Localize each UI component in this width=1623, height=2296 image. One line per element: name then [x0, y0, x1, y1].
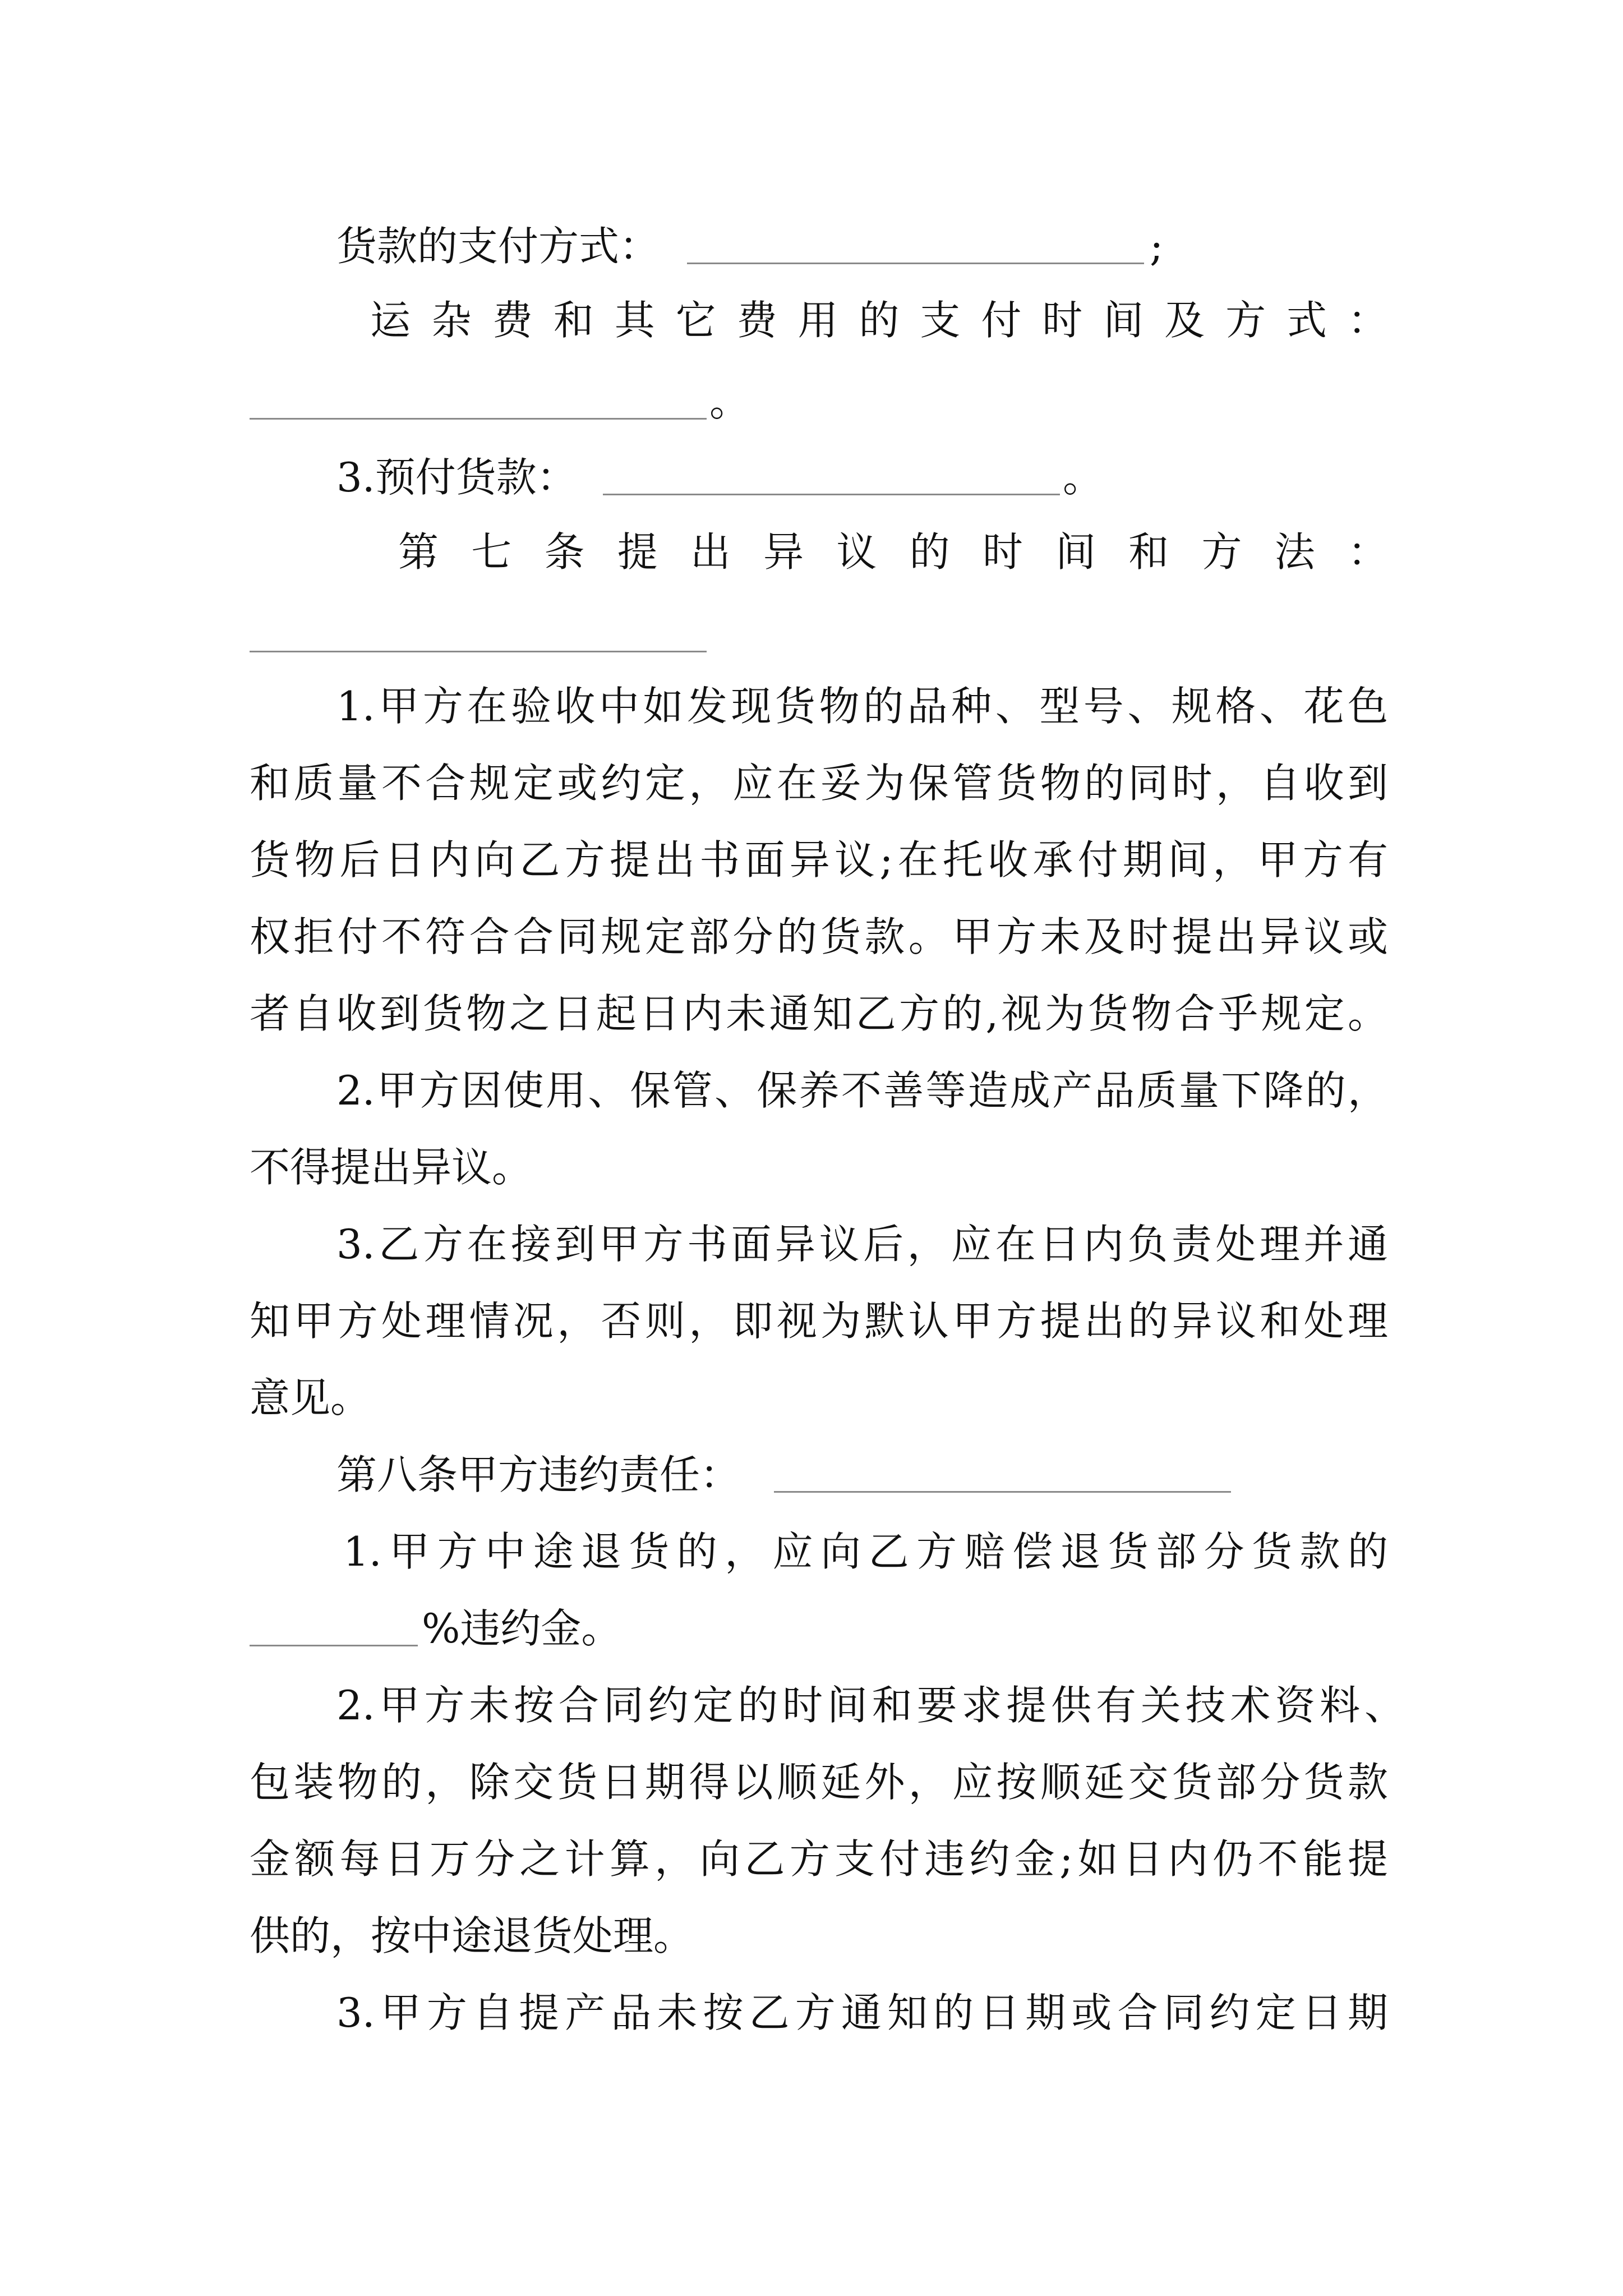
- fill-in-blank: [603, 494, 1060, 495]
- fill-in-blank: [774, 1491, 1231, 1493]
- text-line: 3.乙方在接到甲方书面异议后，应在日内负责处理并通: [336, 1221, 1388, 1268]
- text-line: 意见。: [250, 1374, 371, 1421]
- text-line: 3.甲方自提产品未按乙方通知的日期或合同约定日期: [336, 1989, 1388, 2036]
- text-line: 2.甲方因使用、保管、保养不善等造成产品质量下降的，: [336, 1067, 1388, 1114]
- fill-in-blank: [687, 263, 1144, 264]
- text-line: 货款的支付方式：: [336, 223, 660, 270]
- text-line: 金额每日万分之计算，向乙方支付违约金;如日内仍不能提: [250, 1835, 1388, 1883]
- text-line: 运杂费和其它费用的支付时间及方式：: [370, 297, 1388, 344]
- section-heading: 第七条提出异议的时间和方法：: [398, 528, 1388, 576]
- text-line: 不得提出异议。: [250, 1144, 533, 1191]
- text-line: 3.预付货款：: [336, 454, 577, 501]
- text-line: 和质量不合规定或约定，应在妥为保管货物的同时，自收到: [250, 760, 1388, 807]
- text-line: 权拒付不符合合同规定部分的货款。甲方未及时提出异议或: [250, 913, 1388, 960]
- text-line: 。: [1063, 454, 1104, 501]
- text-line: 1.甲方中途退货的，应向乙方赔偿退货部分货款的: [343, 1528, 1388, 1575]
- fill-in-blank: [250, 651, 707, 652]
- text-line: 2.甲方未按合同约定的时间和要求提供有关技术资料、: [336, 1682, 1405, 1729]
- text-line: 。: [709, 378, 750, 425]
- text-line: 包装物的，除交货日期得以顺延外，应按顺延交货部分货款: [250, 1759, 1388, 1806]
- text-line: 1.甲方在验收中如发现货物的品种、型号、规格、花色: [336, 683, 1388, 730]
- text-line: %违约金。: [422, 1605, 622, 1652]
- text-line: 供的，按中途退货处理。: [250, 1912, 694, 1959]
- text-line: ;: [1150, 223, 1164, 270]
- text-line: 货物后日内向乙方提出书面异议;在托收承付期间，甲方有: [250, 836, 1388, 884]
- fill-in-blank: [250, 418, 707, 420]
- section-heading: 第八条甲方违约责任：: [336, 1451, 741, 1498]
- text-line: 者自收到货物之日起日内未通知乙方的,视为货物合乎规定。: [250, 990, 1388, 1037]
- text-line: 知甲方处理情况，否则，即视为默认甲方提出的异议和处理: [250, 1297, 1388, 1345]
- fill-in-blank: [250, 1645, 418, 1646]
